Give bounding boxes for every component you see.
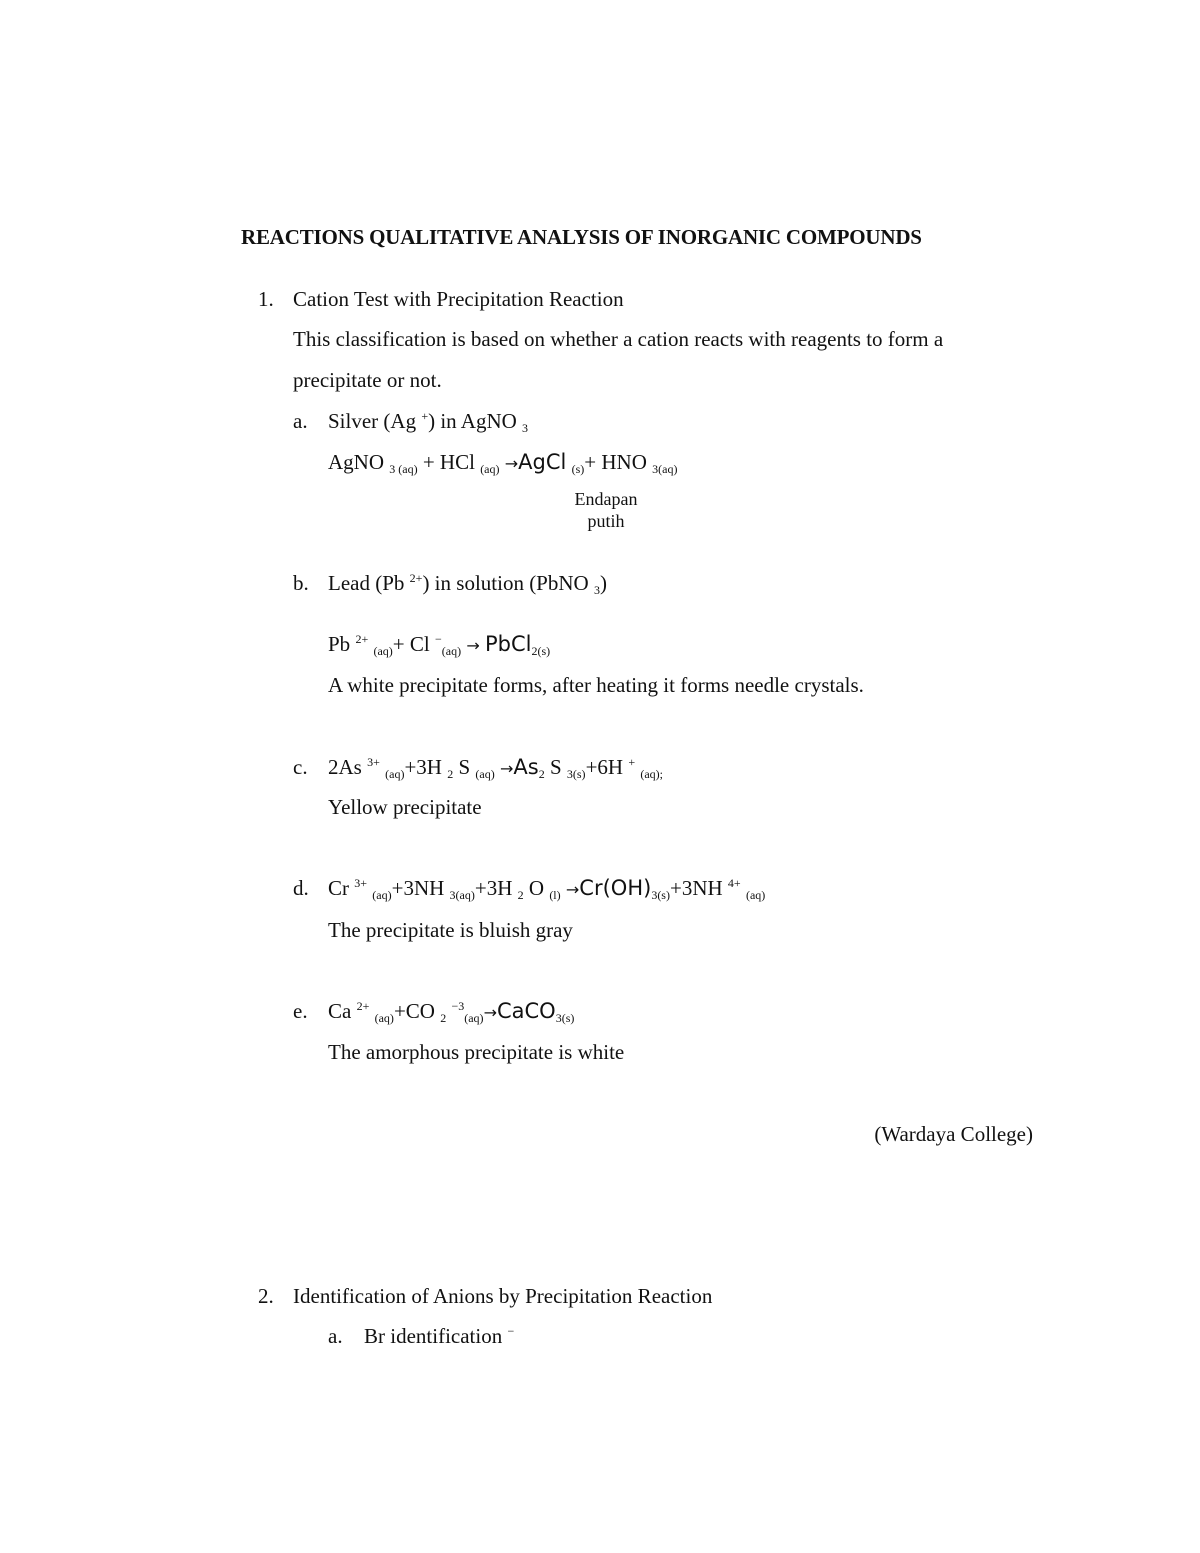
eq-c-term-4: S [549, 755, 562, 779]
section-2-item-a-charge: − [507, 1324, 515, 1338]
reaction-arrow-icon: → [565, 880, 580, 899]
page-title: REACTIONS QUALITATIVE ANALYSIS OF INORGANIC COMPOUNDS [241, 225, 922, 249]
eq-d-sub-6: (aq) [745, 888, 766, 902]
eq-d-term-5: +3NH [669, 876, 723, 900]
eq-d-term-4: O [528, 876, 545, 900]
item-b-label-text-2: ) in solution (PbNO [422, 571, 589, 595]
eq-d-sub-3: 2 [517, 888, 524, 902]
eq-a-sub-2: (aq) [480, 462, 500, 476]
eq-b-term-2: + Cl [392, 632, 430, 656]
item-d-description: The precipitate is bluish gray [328, 918, 573, 942]
item-c-letter: c. [293, 755, 308, 779]
eq-c-term-5: +6H [585, 755, 624, 779]
reaction-arrow-icon: → [499, 759, 514, 778]
eq-d-sub-5: 3(s) [651, 888, 670, 902]
item-b-label-text: Lead (Pb [328, 571, 405, 595]
eq-d-sub-1: (aq) [372, 888, 392, 902]
eq-c-term-1: 2As [328, 755, 362, 779]
item-a-label [328, 408, 528, 437]
eq-d-term-1: Cr [328, 876, 349, 900]
item-e-letter: e. [293, 999, 308, 1023]
source-citation: (Wardaya College) [874, 1122, 1033, 1146]
eq-c-product: As [513, 755, 539, 779]
eq-b-term-1: Pb [328, 632, 351, 656]
item-b-label [328, 570, 607, 599]
eq-d-sup-2: 4+ [727, 876, 741, 890]
eq-a-term-2: + HCl [417, 450, 475, 474]
eq-b-sub-3: 2(s) [531, 644, 551, 658]
section-2-heading: Identification of Anions by Precipitation Reaction [293, 1284, 713, 1308]
item-c-equation [328, 754, 663, 783]
eq-e-sup-1: 2+ [356, 999, 370, 1013]
eq-d-product: Cr(OH) [579, 876, 652, 900]
eq-e-sub-4: 3(s) [555, 1011, 575, 1025]
eq-d-sup-1: 3+ [354, 876, 368, 890]
section-2-number: 2. [258, 1284, 274, 1308]
reaction-arrow-icon: → [483, 1003, 497, 1022]
eq-c-sup-1: 3+ [367, 755, 380, 769]
eq-b-sub-2: (aq) [441, 644, 462, 658]
eq-c-sub-3: (aq) [475, 767, 495, 781]
eq-c-sub-4: 2 [538, 767, 545, 781]
eq-a-sub-1: 3 (aq) [389, 462, 418, 476]
eq-d-term-3: +3H [474, 876, 513, 900]
item-b-label-end: ) [599, 571, 607, 595]
section-1-heading: Cation Test with Precipitation Reaction [293, 287, 624, 311]
item-a-label-text-2: ) in AgNO [428, 409, 517, 433]
item-b-letter: b. [293, 571, 309, 595]
eq-d-term-2: +3NH [391, 876, 445, 900]
eq-b-sub-1: (aq) [373, 644, 393, 658]
eq-c-sub-1: (aq) [385, 767, 405, 781]
item-b-description: A white precipitate forms, after heating it forms needle crystals. [328, 673, 864, 697]
item-b-label-subscript: 3 [593, 583, 600, 597]
section-2-item-a-letter: a. [328, 1324, 343, 1348]
item-a-letter: a. [293, 409, 308, 433]
item-b-equation [328, 631, 550, 660]
item-a-note [556, 488, 656, 532]
eq-b-sup-1: 2+ [355, 632, 369, 646]
item-a-note-line-1: Endapan [574, 489, 638, 509]
eq-a-sub-4: 3(aq) [652, 462, 678, 476]
eq-e-sub-1: (aq) [374, 1011, 394, 1025]
item-d-letter: d. [293, 876, 309, 900]
item-a-equation [328, 449, 677, 478]
section-1-description-line-2: precipitate or not. [293, 368, 442, 392]
eq-a-sub-3: (s) [571, 462, 585, 476]
section-2-item-a-text: Br identification [364, 1324, 503, 1348]
section-1-number: 1. [258, 287, 274, 311]
eq-e-product: CaCO [496, 999, 556, 1023]
eq-b-sup-2: − [434, 632, 442, 646]
eq-a-term-1: AgNO [328, 450, 384, 474]
item-a-label-subscript: 3 [522, 421, 529, 435]
reaction-arrow-icon: → [504, 454, 519, 473]
eq-e-term-2: +CO [393, 999, 435, 1023]
eq-d-sub-4: (l) [549, 888, 561, 902]
eq-d-sub-2: 3(aq) [449, 888, 475, 902]
eq-c-sub-6: (aq); [640, 767, 664, 781]
eq-e-sup-2: −3 [451, 999, 465, 1013]
item-a-label-text: Silver (Ag [328, 409, 417, 433]
eq-c-term-3: S [458, 755, 471, 779]
eq-e-sub-2: 2 [440, 1011, 447, 1025]
item-e-description: The amorphous precipitate is white [328, 1040, 625, 1064]
item-d-equation [328, 875, 765, 904]
eq-c-sup-2: + [628, 755, 636, 769]
eq-c-term-2: +3H [404, 755, 442, 779]
eq-e-term-1: Ca [328, 999, 352, 1023]
section-1-description-line-1: This classification is based on whether a cation reacts with reagents to form a [293, 327, 944, 351]
eq-e-sub-3: (aq) [464, 1011, 484, 1025]
eq-c-sub-2: 2 [447, 767, 454, 781]
item-e-equation [328, 998, 574, 1027]
eq-c-sub-5: 3(s) [566, 767, 586, 781]
item-b-label-charge: 2+ [409, 571, 423, 585]
eq-a-term-3: + HNO [584, 450, 647, 474]
eq-b-product: PbCl [485, 632, 532, 656]
item-a-note-line-2: putih [587, 511, 625, 531]
item-c-description: Yellow precipitate [328, 795, 482, 819]
section-2-item-a-label [364, 1323, 514, 1352]
eq-a-product: AgCl [518, 450, 567, 474]
item-a-label-charge: + [421, 409, 429, 423]
reaction-arrow-icon: → [466, 636, 480, 655]
